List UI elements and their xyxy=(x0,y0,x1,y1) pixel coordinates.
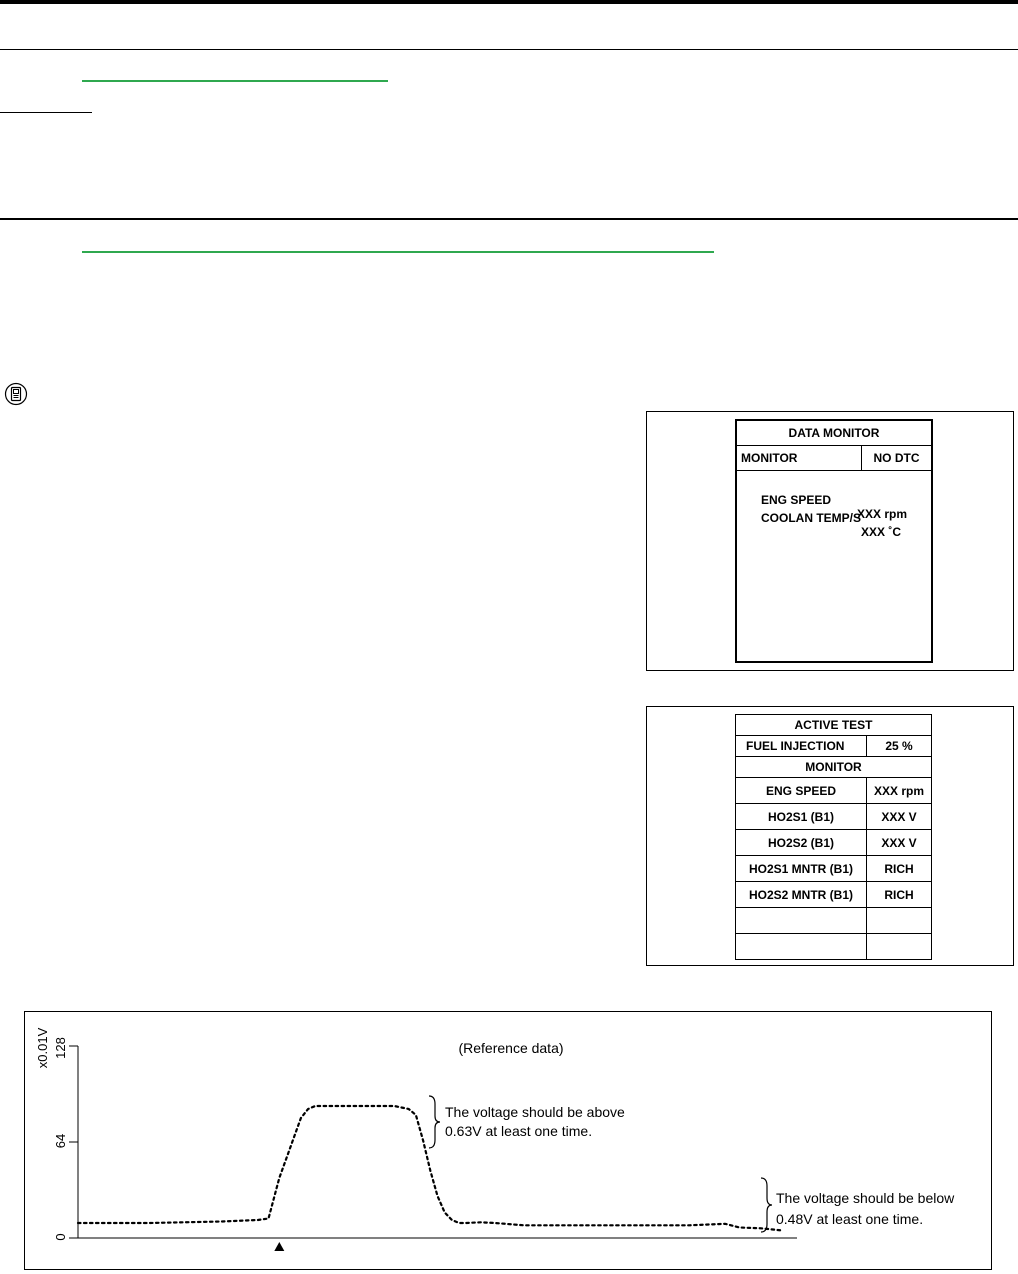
y-tick-label-128: 128 xyxy=(53,1037,68,1059)
data-monitor-figure xyxy=(646,411,1014,671)
monitor-label: MONITOR xyxy=(741,451,798,465)
reference-chart-frame xyxy=(24,1011,992,1270)
row-value: RICH xyxy=(867,882,932,908)
lower-annotation-line2: 0.48V at least one time. xyxy=(776,1211,924,1227)
monitor-row xyxy=(736,757,932,778)
active-test-monitor-label: MONITOR xyxy=(736,757,932,778)
table-row xyxy=(736,856,932,882)
start-marker-triangle xyxy=(274,1242,284,1251)
active-test-table xyxy=(735,714,932,960)
reference-chart xyxy=(25,1012,991,1269)
consult-icon xyxy=(4,382,28,406)
table-row xyxy=(736,934,932,960)
table-row xyxy=(736,908,932,934)
y-tick-label-64: 64 xyxy=(53,1133,68,1149)
header-divider xyxy=(0,49,1018,50)
monitor-item-coolant-temp xyxy=(741,497,927,553)
row-label xyxy=(736,934,867,960)
section-link[interactable] xyxy=(82,80,388,82)
table-row xyxy=(736,882,932,908)
section-underline xyxy=(0,112,92,113)
monitor-item-value: XXX ˚C xyxy=(861,525,902,539)
upper-brace xyxy=(429,1096,440,1148)
upper-annotation-line1: The voltage should be above xyxy=(445,1104,625,1120)
row-value: RICH xyxy=(867,856,932,882)
row-value xyxy=(867,934,932,960)
y-axis-label: x0.01V xyxy=(35,1027,50,1069)
active-test-title: ACTIVE TEST xyxy=(736,715,932,736)
data-monitor-header xyxy=(737,446,931,471)
row-value: XXX V xyxy=(867,804,932,830)
row-label: ENG SPEED xyxy=(736,778,867,804)
row-value xyxy=(867,908,932,934)
top-rule xyxy=(0,0,1018,4)
lower-annotation-line1: The voltage should be below xyxy=(776,1190,955,1206)
chart-title: (Reference data) xyxy=(458,1040,564,1056)
section-divider xyxy=(0,218,1018,220)
row-label: HO2S2 MNTR (B1) xyxy=(736,882,867,908)
monitor-item-value: XXX rpm xyxy=(857,507,908,521)
data-monitor-title: DATA MONITOR xyxy=(737,421,931,446)
row-label: HO2S2 (B1) xyxy=(736,830,867,856)
lower-brace xyxy=(761,1178,772,1232)
row-value: XXX rpm xyxy=(867,778,932,804)
y-tick-label-0: 0 xyxy=(53,1233,68,1241)
monitor-item-label: ENG SPEED xyxy=(761,493,832,507)
table-row xyxy=(736,830,932,856)
active-test-title-row xyxy=(736,715,932,736)
procedure-link[interactable] xyxy=(82,251,714,253)
fuel-injection-row xyxy=(736,736,932,757)
table-row xyxy=(736,778,932,804)
row-value: XXX V xyxy=(867,830,932,856)
table-row xyxy=(736,804,932,830)
upper-annotation-line2: 0.63V at least one time. xyxy=(445,1123,593,1139)
row-label: HO2S1 (B1) xyxy=(736,804,867,830)
row-label xyxy=(736,908,867,934)
data-monitor-screen xyxy=(735,419,933,663)
fuel-injection-value: 25 % xyxy=(867,736,932,757)
no-dtc-label: NO DTC xyxy=(873,451,920,465)
active-test-figure xyxy=(646,706,1014,966)
fuel-injection-label: FUEL INJECTION xyxy=(736,736,867,757)
monitor-item-label: COOLAN TEMP/S xyxy=(761,511,862,525)
row-label: HO2S1 MNTR (B1) xyxy=(736,856,867,882)
voltage-series-line xyxy=(78,1106,783,1231)
